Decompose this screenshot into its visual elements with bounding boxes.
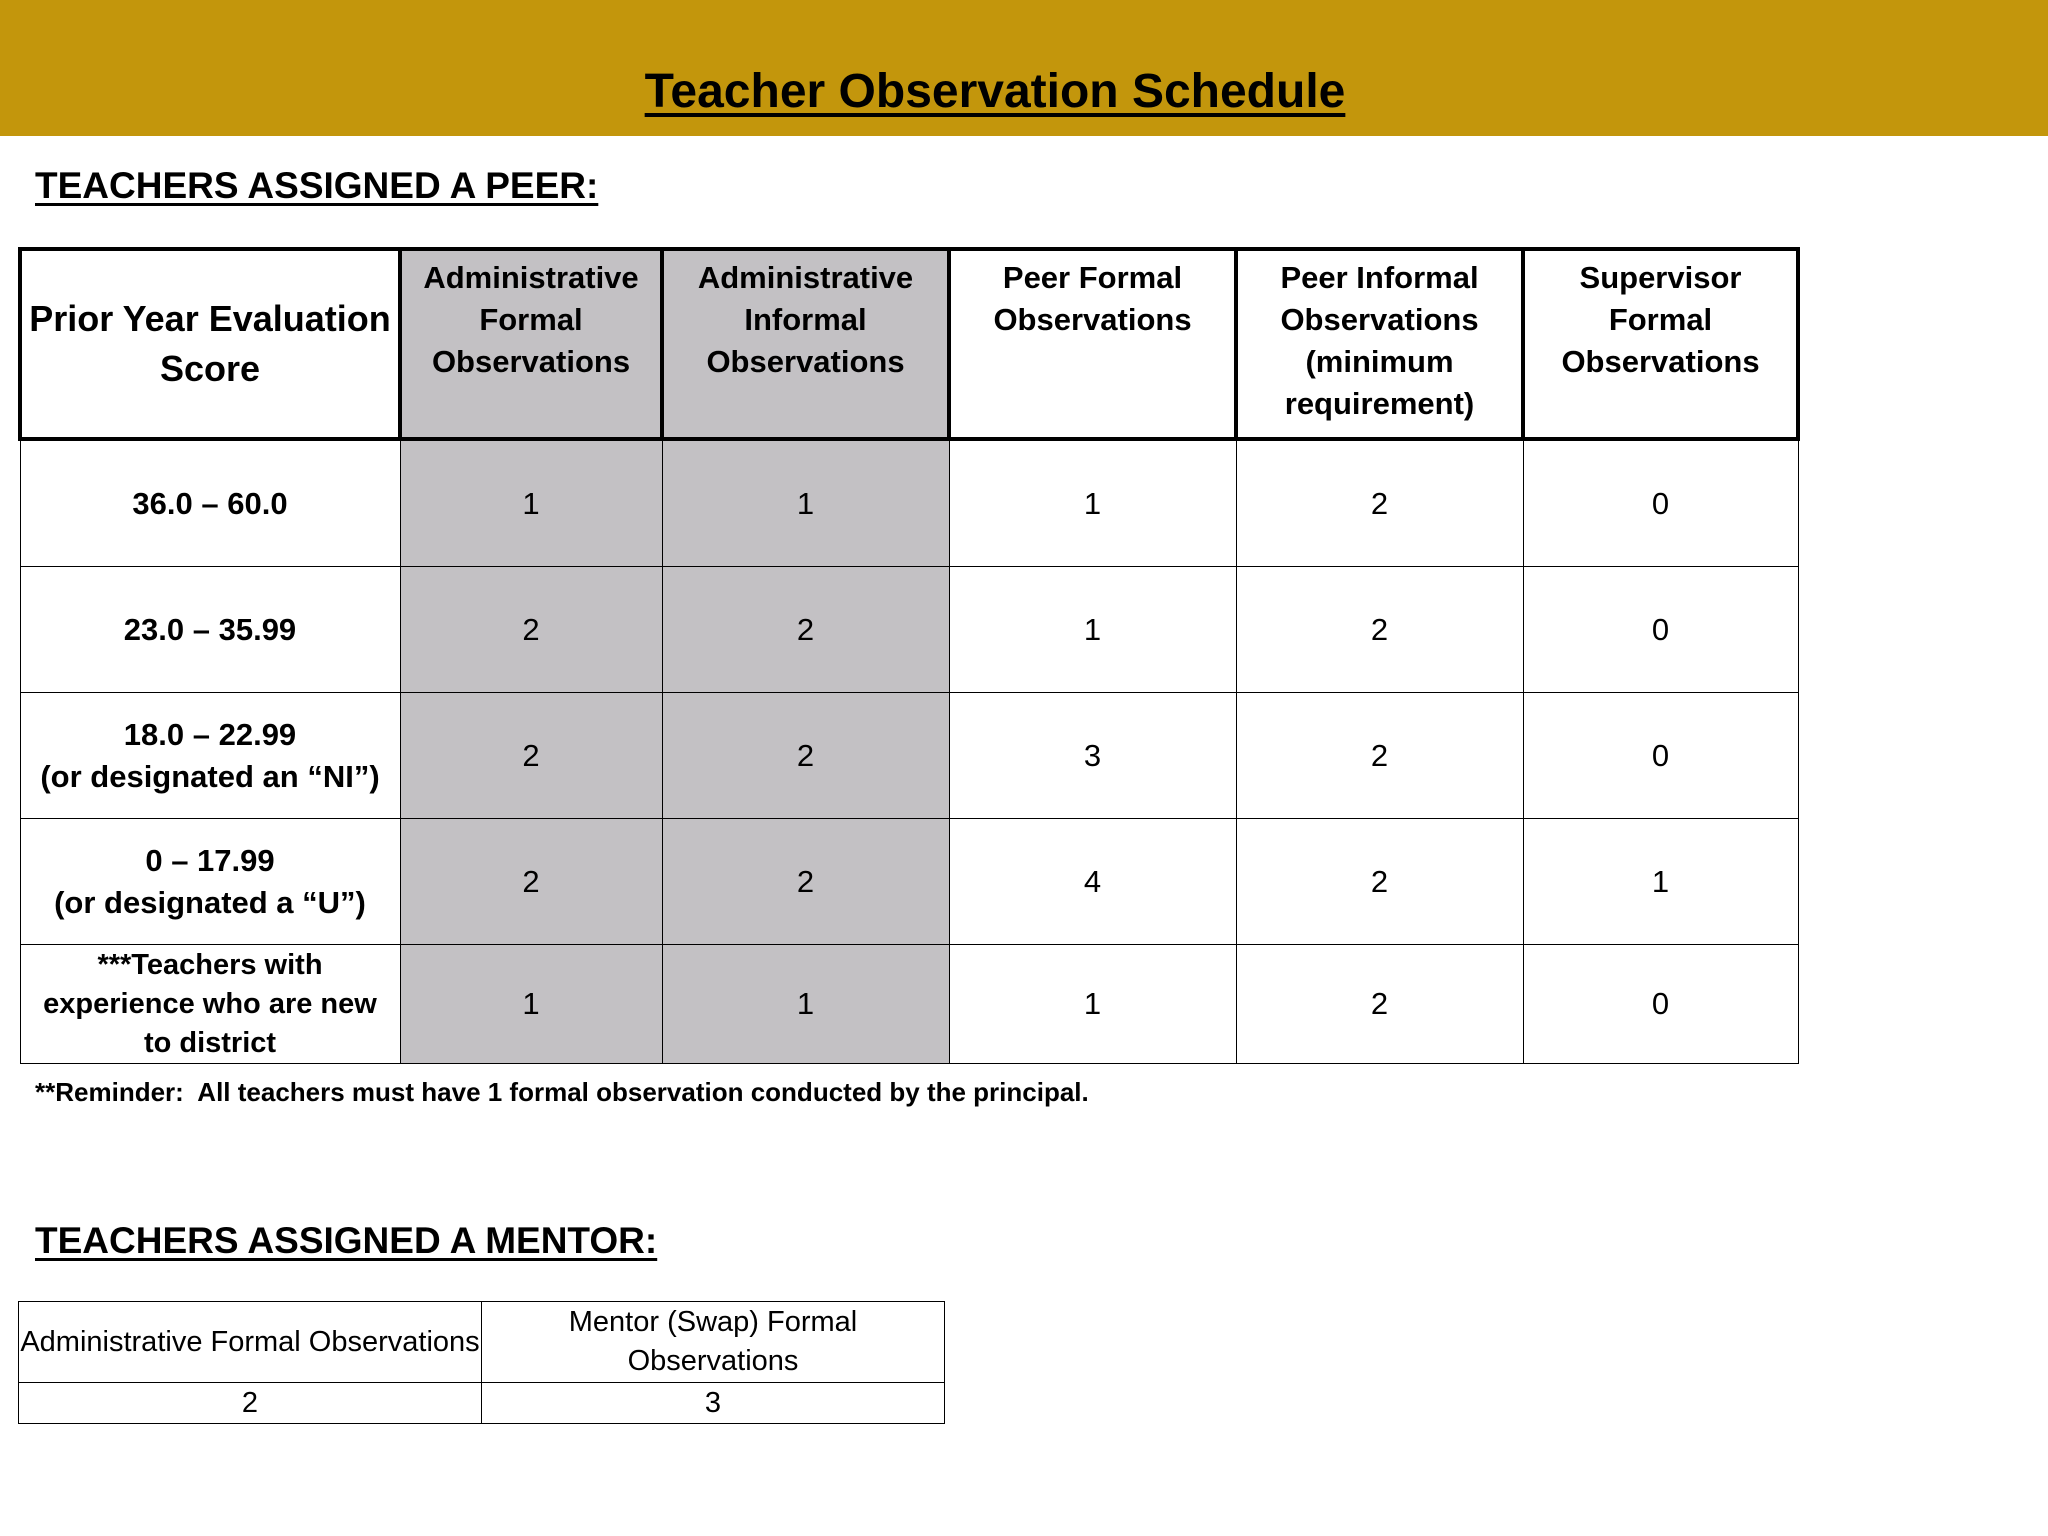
row-label [20,693,400,819]
admin-formal-cell: 2 [400,693,662,819]
designation-note: (or designated an “NI”) [40,758,380,794]
peer-formal-cell: 3 [949,693,1236,819]
table-row [20,693,1798,819]
supervisor-formal-cell: 0 [1523,439,1798,567]
admin-informal-cell: 1 [662,439,949,567]
document-title: Teacher Observation Schedule [644,65,1346,118]
supervisor-formal-cell: 0 [1523,567,1798,693]
supervisor-formal-cell: 0 [1523,693,1798,819]
peer-observation-table [18,247,1800,1064]
supervisor-formal-cell: 1 [1523,819,1798,945]
peer-informal-cell: 2 [1236,693,1523,819]
column-header: Supervisor Formal Observations [1523,249,1798,439]
score-range: 0 – 17.99 [145,842,275,878]
peer-section-heading: TEACHERS ASSIGNED A PEER: [35,165,599,206]
admin-formal-cell: 2 [19,1383,482,1424]
row-label [20,945,400,1064]
admin-informal-cell: 2 [662,567,949,693]
peer-informal-cell: 2 [1236,945,1523,1064]
row-label [20,819,400,945]
admin-informal-cell: 2 [662,693,949,819]
admin-informal-cell: 2 [662,819,949,945]
admin-formal-cell: 1 [400,439,662,567]
admin-formal-cell: 1 [400,945,662,1064]
peer-informal-cell: 2 [1236,819,1523,945]
peer-informal-cell: 2 [1236,439,1523,567]
peer-formal-cell: 1 [949,945,1236,1064]
table-row [20,439,1798,567]
designation-note: (or designated a “U”) [54,884,366,920]
admin-formal-cell: 2 [400,819,662,945]
supervisor-formal-cell: 0 [1523,945,1798,1064]
column-header: Mentor (Swap) Formal Observations [482,1302,945,1383]
principal-reminder-note: **Reminder: All teachers must have 1 formal observation conducted by the principal. [35,1077,1089,1107]
table-row [20,819,1798,945]
table-row [20,945,1798,1064]
table-row [19,1383,945,1424]
admin-formal-cell: 2 [400,567,662,693]
column-header: Administrative Formal Observations [19,1302,482,1383]
column-header: Peer Formal Observations [949,249,1236,439]
row-label [20,567,400,693]
score-range: 36.0 – 60.0 [132,485,288,521]
mentor-observation-table [18,1301,945,1424]
row-label [20,439,400,567]
column-header: Administrative Informal Observations [662,249,949,439]
score-range: 23.0 – 35.99 [123,611,297,647]
peer-formal-cell: 4 [949,819,1236,945]
peer-formal-cell: 1 [949,439,1236,567]
table-row [20,567,1798,693]
new-to-district-label: ***Teachers with experience who are new to district [43,948,377,1059]
column-header: Peer Informal Observations (minimum requirement) [1236,249,1523,439]
column-header: Prior Year Evaluation Score [20,249,400,439]
admin-informal-cell: 1 [662,945,949,1064]
column-header: Administrative Formal Observations [400,249,662,439]
mentor-section-heading: TEACHERS ASSIGNED A MENTOR: [35,1220,658,1261]
table-header-row [20,249,1798,439]
score-range: 18.0 – 22.99 [123,716,297,752]
peer-formal-cell: 1 [949,567,1236,693]
mentor-formal-cell: 3 [482,1383,945,1424]
peer-informal-cell: 2 [1236,567,1523,693]
table-header-row [19,1302,945,1383]
